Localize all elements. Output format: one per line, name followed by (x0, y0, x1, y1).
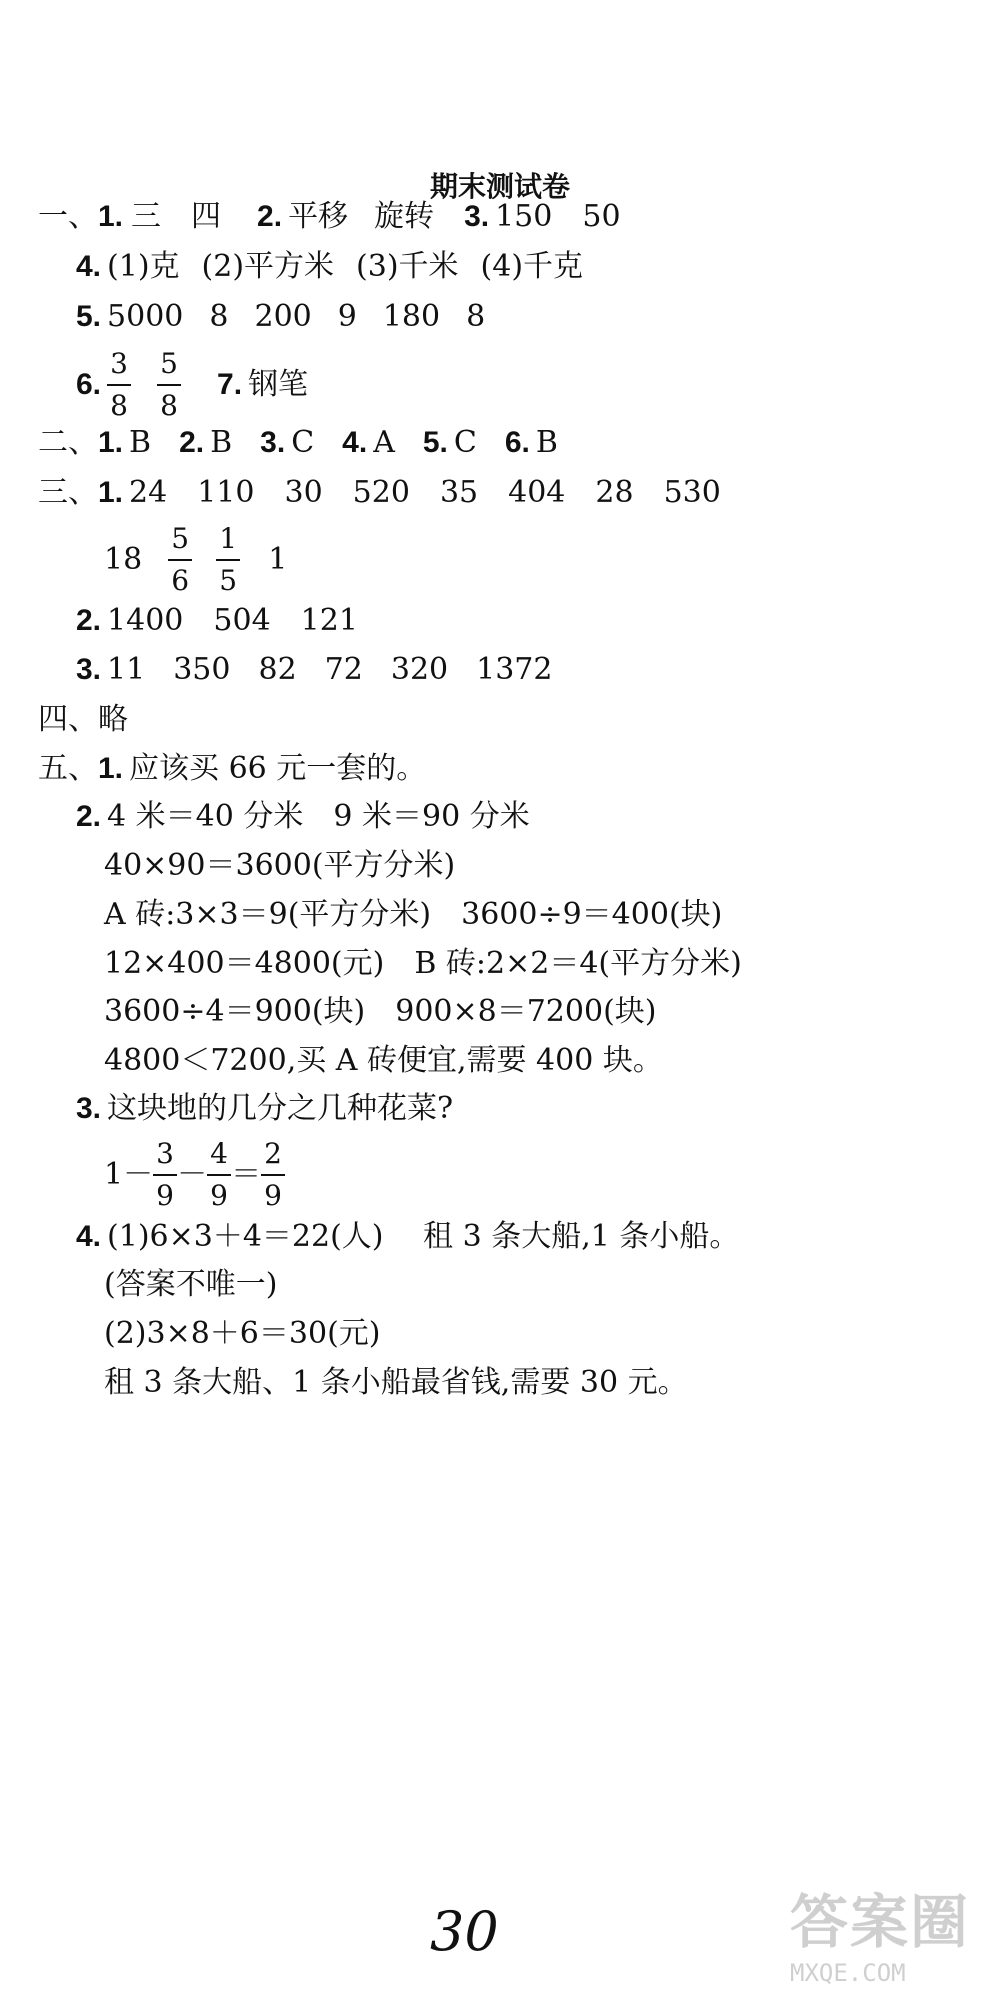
q-number: 3. (76, 1092, 102, 1125)
s3-row4 (76, 652, 553, 687)
fraction (216, 522, 240, 597)
answer: 1372 (476, 652, 553, 687)
numerator: 3 (156, 1137, 174, 1170)
s1-row2 (76, 249, 584, 284)
answer: 应该买 66 元一套的。 (129, 751, 427, 786)
answer-line: 租 3 条大船、1 条小船最省钱,需要 30 元。 (104, 1365, 688, 1400)
s2-row (38, 425, 558, 460)
numerator: 1 (219, 522, 238, 555)
answer: (1)克 (107, 249, 180, 284)
answer-line: 12×400＝4800(元) B 砖:2×2＝4(平方分米) (104, 946, 742, 981)
q-number: 2. (179, 426, 205, 459)
q-number: 4. (342, 426, 368, 459)
s5-q2-line1 (76, 799, 530, 834)
s5-q2-line5 (104, 994, 657, 1029)
q-number: 3. (464, 200, 490, 233)
numerator: 5 (160, 347, 178, 380)
s5-q4-line2 (104, 1267, 278, 1302)
q-number: 4. (76, 1220, 102, 1253)
s5-row1 (38, 751, 427, 786)
answer: (2)平方米 (201, 249, 335, 284)
expr-lead: 1－ (104, 1157, 154, 1192)
answer: 28 (595, 475, 634, 510)
denominator: 8 (160, 389, 178, 422)
answer: B (535, 425, 558, 460)
answer: 略 (98, 702, 128, 737)
fraction (153, 1137, 177, 1212)
q-number: 4. (76, 250, 102, 283)
answer: 8 (466, 299, 486, 334)
q-number: 5. (422, 426, 448, 459)
fraction (168, 522, 192, 597)
answer: 530 (663, 475, 721, 510)
answer: A (373, 425, 395, 460)
answer: 504 (213, 603, 271, 638)
answer: 5000 (107, 299, 184, 334)
q-number: 3. (260, 426, 286, 459)
answer-line: 3600÷4＝900(块) 900×8＝7200(块) (104, 994, 657, 1029)
answer: C (453, 425, 477, 460)
page-title: 期末测试卷 (429, 170, 570, 203)
s5-q4-line1 (76, 1219, 740, 1254)
s5-q2-line2 (104, 848, 456, 883)
answer-line: A 砖:3×3＝9(平方分米) 3600÷9＝400(块) (104, 897, 723, 932)
s4-label: 四、 (38, 702, 98, 737)
q-number: 7. (217, 368, 243, 401)
watermark-text: 答案圈 (790, 1888, 971, 1956)
denominator: 9 (156, 1179, 174, 1212)
q-number: 6. (504, 426, 530, 459)
s3-row2 (104, 522, 288, 597)
denominator: 8 (110, 389, 128, 422)
answer: 9 (337, 299, 357, 334)
answer: (4)千克 (480, 249, 584, 284)
s3-row3 (76, 603, 358, 638)
s1-label: 一、 (38, 199, 98, 234)
answer: 18 (104, 542, 143, 577)
answer: 11 (107, 652, 146, 687)
fraction (207, 1137, 231, 1212)
numerator: 4 (210, 1137, 228, 1170)
answer: C (291, 425, 315, 460)
answer: 四 (191, 199, 222, 234)
answer: 50 (582, 199, 621, 234)
answer: 30 (284, 475, 323, 510)
s4-row (38, 702, 128, 737)
fraction (261, 1137, 285, 1212)
denominator: 5 (219, 564, 238, 597)
answer-line: (答案不唯一) (104, 1267, 278, 1302)
s3-label: 三、 (38, 475, 98, 510)
minus-sign: － (177, 1157, 208, 1192)
answer: B (210, 425, 233, 460)
s5-q2-line3 (104, 897, 723, 932)
s1-row1 (38, 199, 621, 234)
q-number: 6. (76, 368, 102, 401)
q-number: 1. (98, 426, 124, 459)
answer: 35 (439, 475, 479, 510)
q-number: 5. (76, 300, 102, 333)
answer: 1400 (107, 603, 184, 638)
answer: 404 (508, 475, 566, 510)
answer: B (129, 425, 152, 460)
answer: 320 (390, 652, 449, 687)
s1-row4 (76, 347, 309, 422)
s5-q4-line3 (104, 1316, 381, 1351)
q-number: 1. (98, 752, 124, 785)
s5-q2-line4 (104, 946, 742, 981)
watermark-logo (790, 1875, 990, 1985)
numerator: 3 (110, 347, 128, 380)
answer-line: (2)3×8＋6＝30(元) (104, 1316, 381, 1351)
answer: 150 (495, 199, 553, 234)
s2-label: 二、 (38, 425, 98, 460)
answer: 8 (209, 299, 229, 334)
answer-line: 4 米＝40 分米 9 米＝90 分米 (107, 799, 530, 834)
answer: 110 (197, 475, 255, 510)
denominator: 9 (210, 1179, 228, 1212)
answer-line: 4800＜7200,买 A 砖便宜,需要 400 块。 (104, 1043, 663, 1078)
answer: 1 (268, 542, 288, 577)
answer: 82 (258, 652, 297, 687)
answer: 350 (173, 652, 231, 687)
equals-sign: ＝ (231, 1157, 262, 1192)
fraction (157, 347, 181, 422)
answer: 72 (324, 652, 363, 687)
q-number: 2. (257, 200, 283, 233)
s5-q3-line1 (76, 1091, 454, 1126)
answer: 200 (254, 299, 312, 334)
numerator: 2 (264, 1137, 282, 1170)
denominator: 6 (171, 564, 190, 597)
page-number: 30 (430, 1900, 499, 1963)
answer: 平移 (288, 199, 349, 234)
q-number: 1. (98, 200, 124, 233)
s5-q3-expr (104, 1135, 285, 1215)
fraction (107, 347, 131, 422)
answer: 三 (131, 199, 162, 234)
q-number: 1. (98, 476, 124, 509)
answer-line: 40×90＝3600(平方分米) (104, 848, 456, 883)
s3-row1 (38, 475, 721, 510)
answer: (3)千米 (356, 249, 459, 284)
answer: 钢笔 (248, 367, 309, 402)
answer-line: (1)6×3＋4＝22(人) 租 3 条大船,1 条小船。 (107, 1219, 740, 1254)
s5-q4-line4 (104, 1365, 688, 1400)
answer: 180 (382, 299, 441, 334)
s1-row3 (76, 299, 486, 334)
answer: 24 (129, 475, 168, 510)
q-number: 2. (76, 604, 102, 637)
answer: 520 (352, 475, 410, 510)
denominator: 9 (264, 1179, 282, 1212)
s5-label: 五、 (38, 751, 98, 786)
q-number: 2. (76, 800, 102, 833)
numerator: 5 (171, 522, 190, 555)
answer: 旋转 (374, 199, 435, 234)
s5-q2-line6 (104, 1043, 663, 1078)
answer-line: 这块地的几分之几种花菜? (107, 1091, 454, 1126)
q-number: 3. (76, 653, 102, 686)
answer: 121 (300, 603, 358, 638)
watermark-url: MXQE.COM (790, 1959, 906, 1987)
